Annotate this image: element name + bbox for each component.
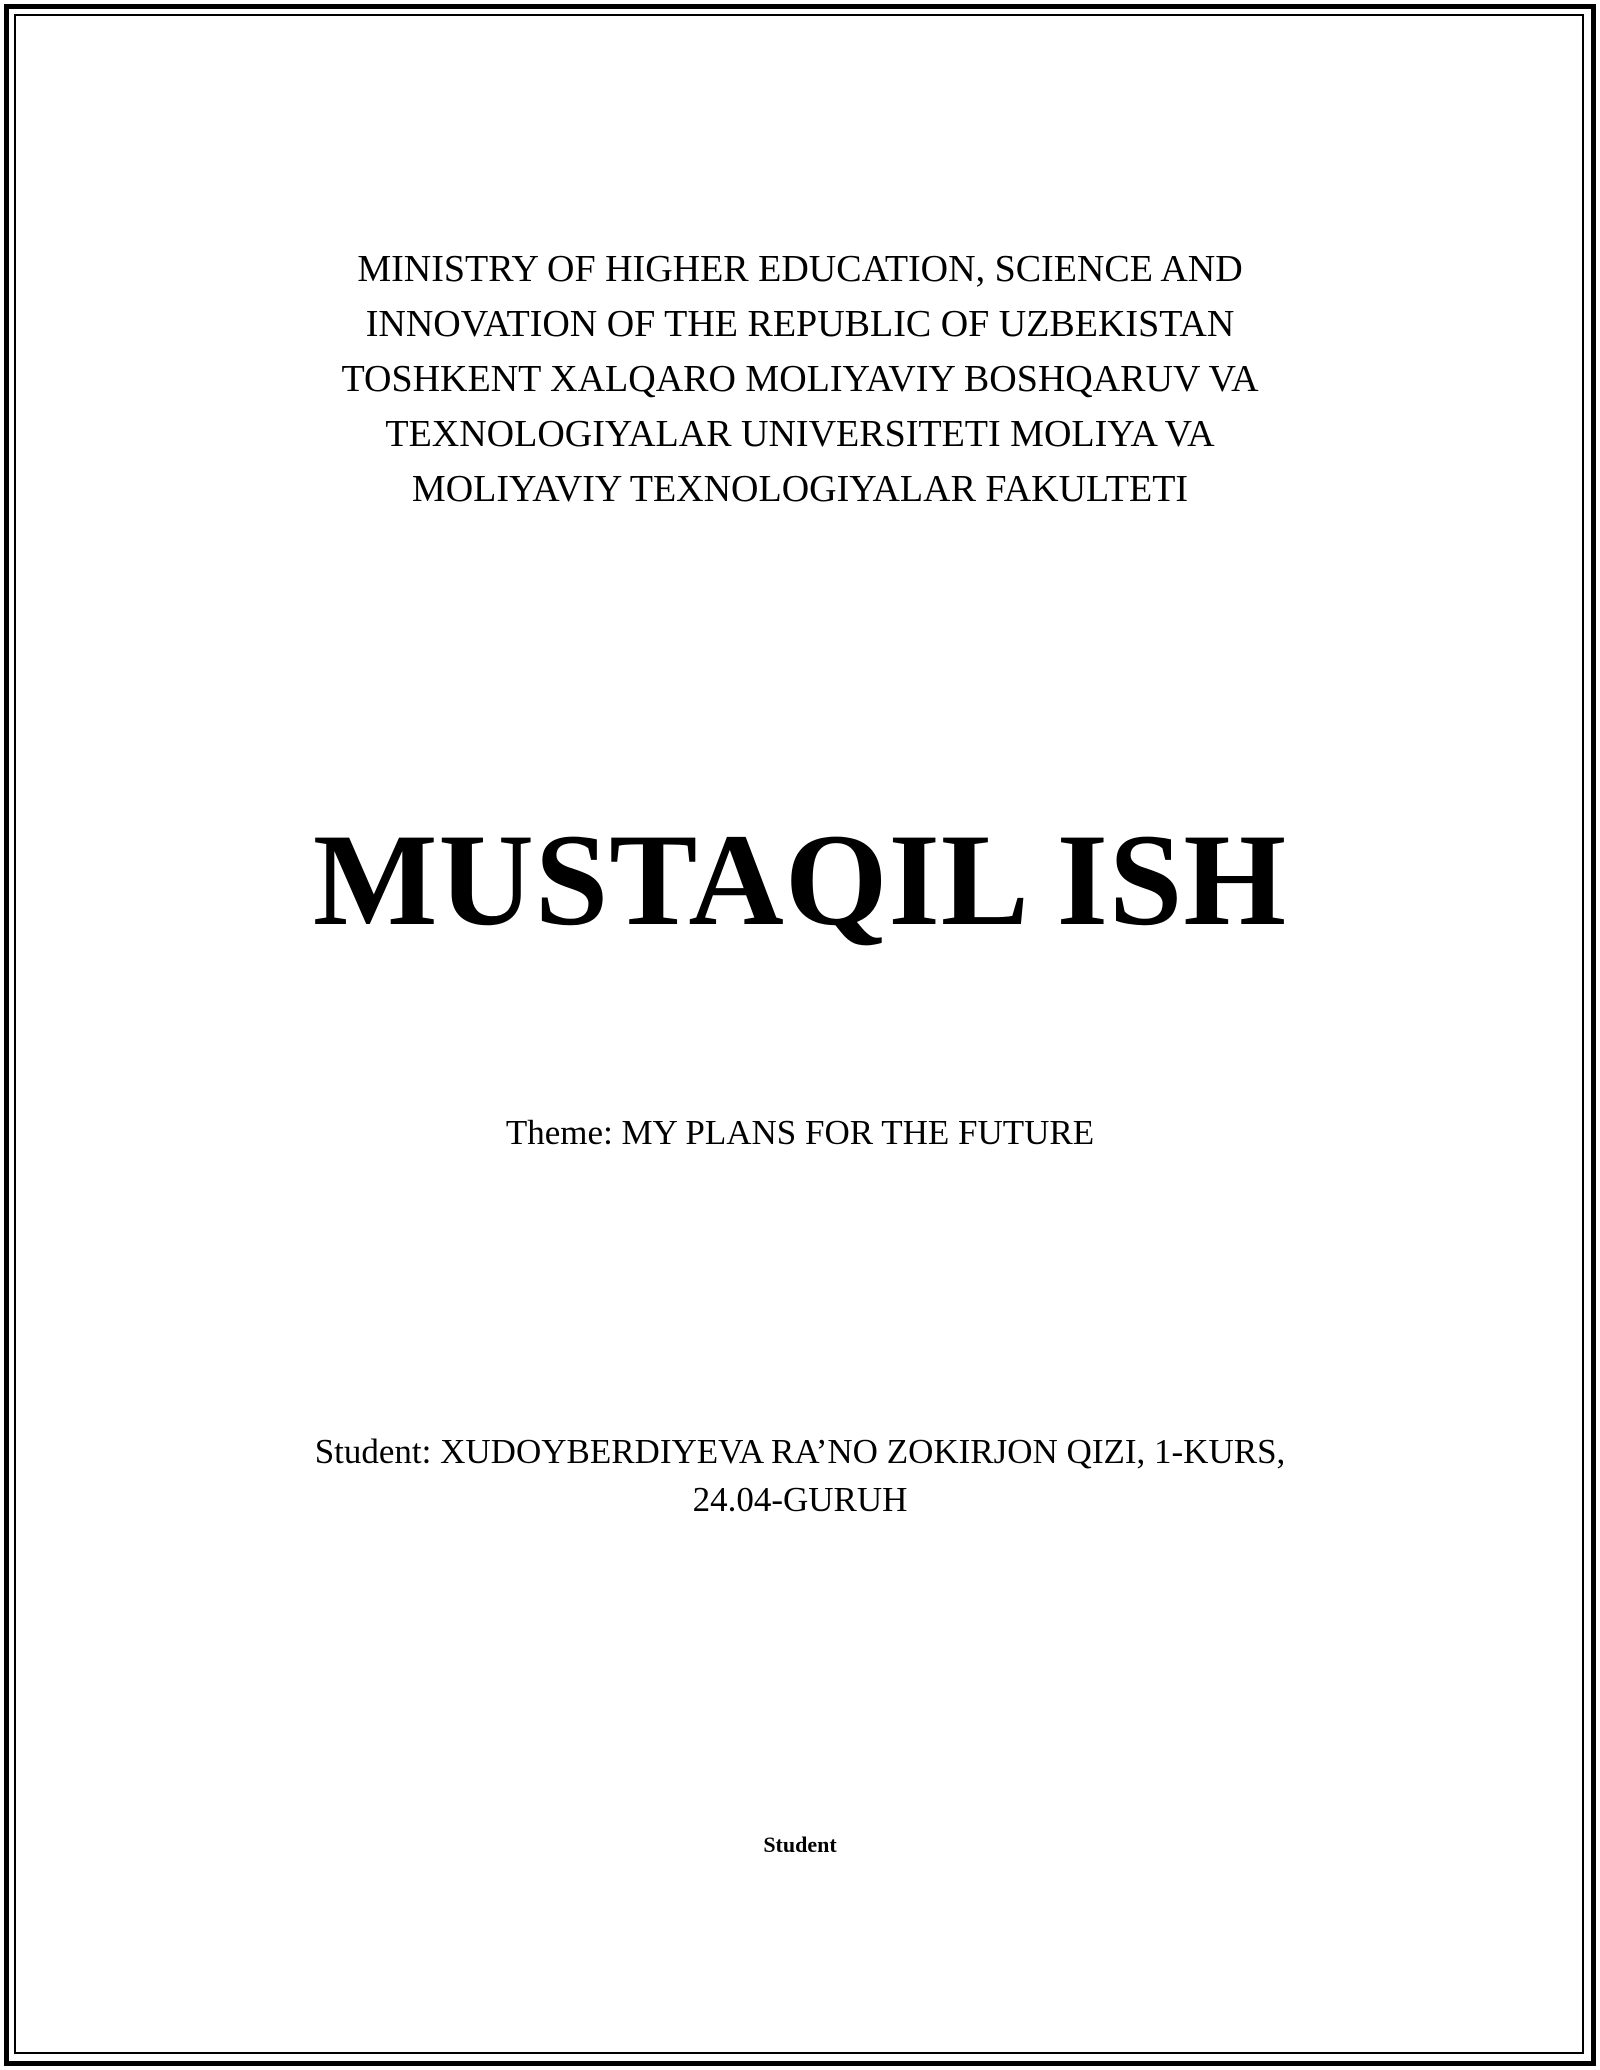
header-line: INNOVATION OF THE REPUBLIC OF UZBEKISTAN — [365, 303, 1235, 345]
footer-label: Student — [763, 1832, 837, 1857]
theme-text: Theme: MY PLANS FOR THE FUTURE — [505, 1113, 1095, 1152]
header-line: MINISTRY OF HIGHER EDUCATION, SCIENCE AND — [357, 248, 1243, 290]
document-title: MUSTAQIL ISH — [312, 806, 1288, 953]
header-line: MOLIYAVIY TEXNOLOGIYALAR FAKULTETI — [411, 468, 1189, 510]
header-line: TOSHKENT XALQARO MOLIYAVIY BOSHQARUV VA — [341, 358, 1259, 400]
student-info — [0, 1428, 1600, 1524]
institution-header — [0, 242, 1600, 517]
student-line: 24.04-GURUH — [692, 1480, 908, 1519]
student-line: Student: XUDOYBERDIYEVA RA’NO ZOKIRJON QIZI, 1-KURS, — [314, 1432, 1286, 1471]
header-line: TEXNOLOGIYALAR UNIVERSITETI MOLIYA VA — [385, 413, 1215, 455]
